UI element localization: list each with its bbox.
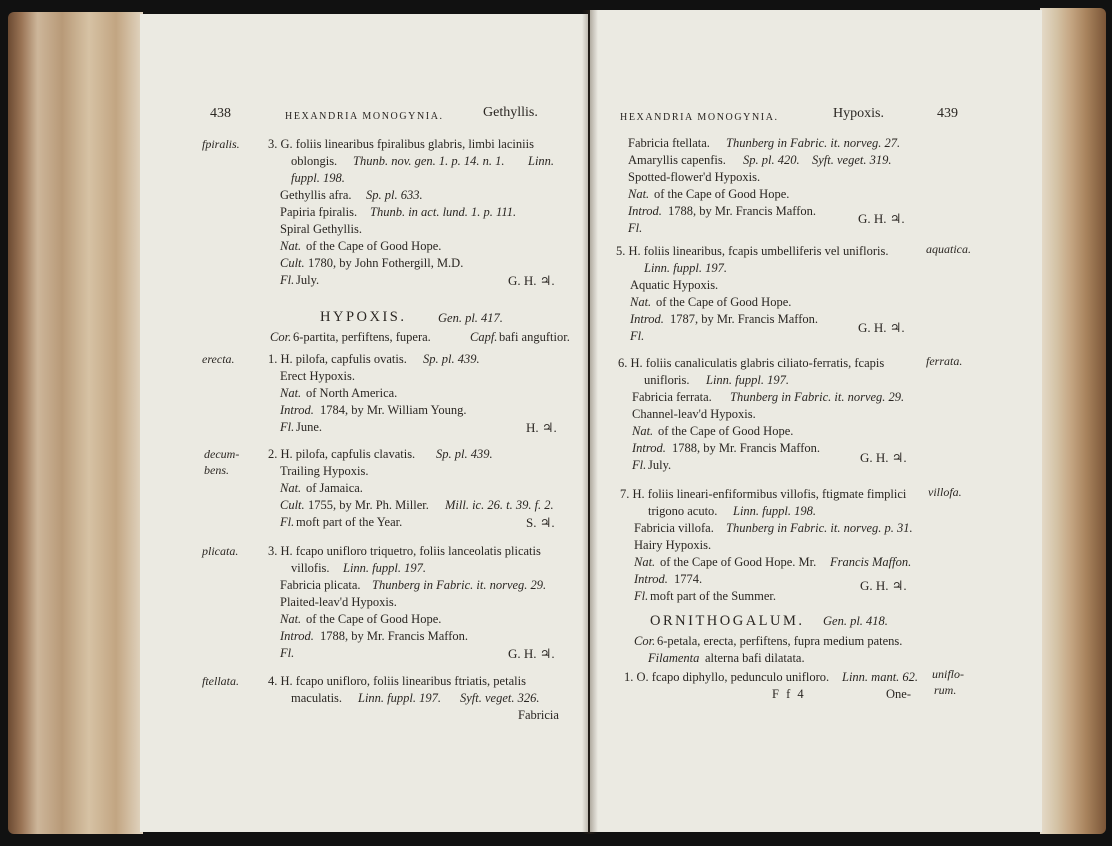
text-line: of the Cape of Good Hope.	[658, 424, 794, 438]
text-line: 4. H. fcapo unifloro, foliis linearibus ftriatis, petalis	[268, 674, 526, 688]
text-line: Linn. fuppl. 198.	[733, 504, 816, 518]
text-line: 1788, by Mr. Francis Maffon.	[668, 204, 817, 218]
text-line: H. ♃.	[526, 420, 557, 435]
catchword: One-	[886, 687, 911, 701]
text-line: Nat.	[280, 386, 302, 400]
text-line: Fl.	[632, 458, 647, 472]
margin-label: bens.	[204, 463, 229, 477]
text-line: Introd.	[628, 204, 662, 218]
genus-heading: ORNITHOGALUM.	[650, 613, 805, 629]
page-number: 438	[210, 106, 231, 121]
text-line: Mill. ic. 26. t. 39. f. 2.	[445, 498, 554, 512]
text-line: Introd.	[632, 441, 666, 455]
text-line: Aquatic Hypoxis.	[630, 278, 719, 292]
genus-character: 6-petala, erecta, perfiftens, fupra medium patens.	[657, 634, 903, 648]
running-genus: Gethyllis.	[483, 105, 538, 120]
margin-label: decum-	[204, 447, 240, 461]
genus-character: Cor.	[270, 330, 292, 344]
text-line: Francis Maffon.	[830, 555, 912, 569]
text-line: of the Cape of Good Hope. Mr.	[660, 555, 817, 569]
text-line: G. H. ♃.	[860, 450, 907, 465]
text-line: Introd.	[630, 312, 664, 326]
text-line: 1. O. fcapo diphyllo, pedunculo unifloro.	[624, 670, 830, 684]
genus-character: Filamenta	[648, 651, 700, 665]
text-line: Thunberg in Fabric. it. norveg. p. 31.	[726, 521, 913, 535]
genus-character: Capf.	[470, 330, 498, 344]
text-line: Fabricia ftellata.	[628, 136, 710, 150]
text-line: Sp. pl. 439.	[436, 447, 493, 461]
text-line: G. H. ♃.	[858, 320, 905, 335]
book-edge-left	[8, 12, 143, 834]
text-line: of Jamaica.	[306, 481, 363, 495]
text-line: S. ♃.	[526, 515, 555, 530]
text-line: of the Cape of Good Hope.	[306, 239, 442, 253]
text-line: Plaited-leav'd Hypoxis.	[280, 595, 397, 609]
text-line: Fabricia plicata.	[280, 578, 361, 592]
text-line: June.	[296, 420, 323, 434]
text-line: Linn.	[528, 154, 555, 168]
text-line: Nat.	[630, 295, 652, 309]
text-line: Fl.	[280, 273, 295, 287]
genus-character: alterna bafi dilatata.	[705, 651, 805, 665]
margin-label: ferrata.	[926, 354, 963, 368]
text-line: Gethyllis afra.	[280, 188, 352, 202]
text-line: 3. G. foliis linearibus fpiralibus glabris, limbi laciniis	[268, 137, 534, 151]
text-line: Nat.	[280, 239, 302, 253]
text-line: Erect Hypoxis.	[280, 369, 355, 383]
text-line: Sp. pl. 439.	[423, 352, 480, 366]
margin-label: plicata.	[202, 544, 239, 558]
text-line: 1780, by John Fothergill, M.D.	[308, 256, 464, 270]
right-page	[590, 10, 1042, 832]
running-head: HEXANDRIA MONOGYNIA.	[285, 111, 444, 122]
running-genus: Hypoxis.	[833, 106, 884, 121]
text-line: Papiria fpiralis.	[280, 205, 358, 219]
text-line: 6. H. foliis canaliculatis glabris ciliato-ferratis, fcapis	[618, 356, 885, 370]
text-line: Sp. pl. 633.	[366, 188, 423, 202]
text-line: Trailing Hypoxis.	[280, 464, 369, 478]
margin-label: ftellata.	[202, 674, 239, 688]
genus-character: 6-partita, perfiftens, fupera.	[293, 330, 431, 344]
margin-label: uniflo-	[932, 667, 964, 681]
text-line: Thunberg in Fabric. it. norveg. 27.	[726, 136, 901, 150]
text-line: Fl.	[634, 589, 649, 603]
text-line: 3. H. fcapo unifloro triquetro, foliis lanceolatis plicatis	[268, 544, 541, 558]
text-line: 1788, by Mr. Francis Maffon.	[320, 629, 469, 643]
text-line: Syft. veget. 326.	[460, 691, 540, 705]
text-line: of the Cape of Good Hope.	[656, 295, 792, 309]
text-line: villofis.	[291, 561, 330, 575]
text-line: Thunb. in act. lund. 1. p. 111.	[370, 205, 517, 219]
text-line: Cult.	[280, 256, 305, 270]
genus-reference: Gen. pl. 417.	[438, 311, 503, 325]
text-line: Linn. fuppl. 197.	[358, 691, 441, 705]
margin-label: rum.	[934, 683, 957, 697]
text-line: Thunberg in Fabric. it. norveg. 29.	[372, 578, 547, 592]
genus-reference: Gen. pl. 418.	[823, 614, 888, 628]
text-line: Channel-leav'd Hypoxis.	[632, 407, 756, 421]
text-line: Fl.	[630, 329, 645, 343]
text-line: 2. H. pilofa, capfulis clavatis.	[268, 447, 416, 461]
text-line: of the Cape of Good Hope.	[306, 612, 442, 626]
genus-heading: HYPOXIS.	[320, 309, 407, 325]
signature-mark: F f 4	[772, 687, 806, 701]
text-line: G. H. ♃.	[858, 211, 905, 226]
book-gutter	[582, 10, 598, 834]
text-line: of the Cape of Good Hope.	[654, 187, 790, 201]
text-line: Syft. veget. 319.	[812, 153, 892, 167]
text-line: 5. H. foliis linearibus, fcapis umbelliferis vel unifloris.	[616, 244, 889, 258]
text-line: unifloris.	[644, 373, 690, 387]
text-line: July.	[296, 273, 320, 287]
text-line: Linn. fuppl. 197.	[343, 561, 426, 575]
text-line: Fabricia ferrata.	[632, 390, 712, 404]
text-line: Spiral Gethyllis.	[280, 222, 362, 236]
text-line: 1755, by Mr. Ph. Miller.	[308, 498, 429, 512]
margin-label: erecta.	[202, 352, 235, 366]
text-line: Nat.	[632, 424, 654, 438]
text-line: Fl.	[280, 420, 295, 434]
text-line: oblongis.	[291, 154, 338, 168]
text-line: Introd.	[280, 403, 314, 417]
text-line: Introd.	[280, 629, 314, 643]
text-line: of North America.	[306, 386, 398, 400]
book-edge-right	[1040, 8, 1106, 834]
text-line: moft part of the Summer.	[650, 589, 777, 603]
text-line: Spotted-flower'd Hypoxis.	[628, 170, 761, 184]
text-line: 1787, by Mr. Francis Maffon.	[670, 312, 819, 326]
text-line: 1788, by Mr. Francis Maffon.	[672, 441, 821, 455]
text-line: Nat.	[280, 612, 302, 626]
page-number: 439	[937, 106, 958, 121]
text-line: trigono acuto.	[648, 504, 718, 518]
running-head: HEXANDRIA MONOGYNIA.	[620, 112, 779, 123]
margin-label: aquatica.	[926, 242, 971, 256]
text-line: 1. H. pilofa, capfulis ovatis.	[268, 352, 407, 366]
left-page	[140, 14, 588, 832]
text-line: Sp. pl. 420.	[743, 153, 800, 167]
text-line: G. H. ♃.	[508, 646, 555, 661]
genus-character: bafi anguftior.	[499, 330, 570, 344]
text-line: Thunberg in Fabric. it. norveg. 29.	[730, 390, 905, 404]
text-line: Fl.	[628, 221, 643, 235]
text-line: maculatis.	[291, 691, 343, 705]
text-line: G. H. ♃.	[860, 578, 907, 593]
text-line: 7. H. foliis lineari-enfiformibus villofis, ftigmate fimplici	[620, 487, 907, 501]
text-line: July.	[648, 458, 672, 472]
text-line: 1784, by Mr. William Young.	[320, 403, 467, 417]
text-line: Fabricia villofa.	[634, 521, 714, 535]
text-line: Amaryllis capenfis.	[628, 153, 726, 167]
text-line: Hairy Hypoxis.	[634, 538, 712, 552]
text-line: Nat.	[628, 187, 650, 201]
text-line: G. H. ♃.	[508, 273, 555, 288]
text-line: Nat.	[634, 555, 656, 569]
text-line: Fl.	[280, 515, 295, 529]
text-line: Cult.	[280, 498, 305, 512]
text-line: Introd.	[634, 572, 668, 586]
text-line: moft part of the Year.	[296, 515, 403, 529]
margin-label: fpiralis.	[202, 137, 240, 151]
text-line: Nat.	[280, 481, 302, 495]
text-line: Fl.	[280, 646, 295, 660]
catchword: Fabricia	[518, 708, 559, 722]
text-line: Linn. fuppl. 197.	[706, 373, 789, 387]
text-line: Linn. fuppl. 197.	[644, 261, 727, 275]
text-line: 1774.	[674, 572, 703, 586]
margin-label: villofa.	[928, 485, 962, 499]
text-line: fuppl. 198.	[291, 171, 345, 185]
text-line: Thunb. nov. gen. 1. p. 14. n. 1.	[353, 154, 505, 168]
text-line: Linn. mant. 62.	[842, 670, 919, 684]
genus-character: Cor.	[634, 634, 656, 648]
